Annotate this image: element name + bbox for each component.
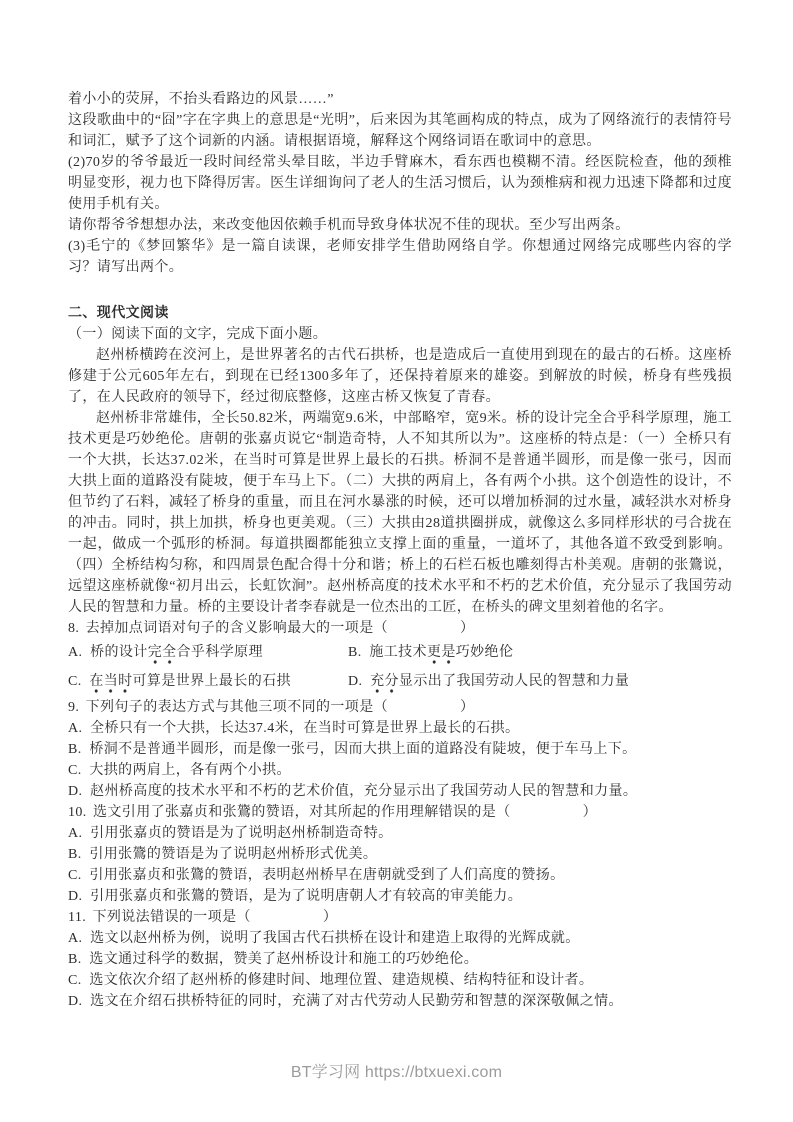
option-label: A. (68, 645, 83, 660)
intro-paragraph: 请你帮爷爷想想办法，来改变他因依赖手机而导致身体状况不佳的现状。至少写出两条。 (68, 218, 630, 233)
option-a (68, 823, 732, 844)
option-text: 桥的设计 (90, 645, 148, 660)
option-b (68, 739, 732, 760)
intro-paragraph: (2)70岁的爷爷最近一段时间经常头晕目眩，半边手臂麻木，看东西也模糊不清。经医院检查，他的颈椎明显变形，视力也下降得厉害。医生详细询问了老人的生活习惯后，认为颈椎病和视力迅速下降都和过度使用手机有关。 (68, 155, 732, 212)
question-11 (68, 907, 732, 1012)
option-label: C. (68, 973, 82, 988)
option-label: C. (68, 674, 82, 689)
passage-paragraph: 赵州桥非常雄伟，全长50.82米，两端宽9.6米，中部略窄，宽9米。桥的设计完全合乎科学原理，施工技术更是巧妙绝伦。唐朝的张嘉贞说它“制造奇特，人不知其所以为”。这座桥的特点是：（一）全桥只有一个大拱，长达37.02米，在当时可算是世界上最长的石拱。桥洞不是普通半圆形，而是像一张弓，因而大拱上面的道路没有陡坡，便于车马上下。（二）大拱的两肩上，各有两个小拱。这个创造性的设计，不但节约了石料，减轻了桥身的重量，而且在河水暴涨的时候，还可以增加桥洞的过水量，减轻洪水对桥身的冲击。同时，拱上加拱，桥身也更美观。（三）大拱由28道拱圈拼成，就像这么多同样形状的弓合拢在一起，做成一个弧形的桥洞。每道拱圈都能独立支撑上面的重量，一道坏了，其他各道不致受到影响。（四）全桥结构匀称，和四周景色配合得十分和谐；桥上的石栏石板也雕刻得古朴美观。唐朝的张鷟说，远望这座桥就像“初月出云，长虹饮涧”。赵州桥高度的技术水平和不朽的艺术价值，充分显示了我国劳动人民的智慧和力量。桥的主要设计者李春就是一位杰出的工匠，在桥头的碑文里刻着他的名字。 (68, 411, 732, 615)
option-text: 全桥只有一个大拱，长达37.4米，在当时可算是世界上最长的石拱。 (90, 721, 520, 736)
option-d (68, 886, 732, 907)
option-label: D. (68, 994, 83, 1009)
question-10 (68, 802, 732, 907)
option-label: D. (68, 889, 83, 904)
option-text: 显示出了我国劳动人民的智慧和力量 (398, 674, 630, 689)
intro-paragraph: 这段歌曲中的“囧”字在字典上的意思是“光明”，后来因为其笔画构成的特点，成为了网络流行的表情符号和词汇，赋予了这个词新的内涵。请根据语境，解释这个网络词语在歌词中的意思。 (68, 113, 732, 149)
emphasized-word: 在当时 (89, 674, 132, 693)
question-stem (68, 697, 732, 718)
intro-section (68, 89, 732, 278)
option-label: C. (68, 868, 82, 883)
passage-paragraph: 赵州桥横跨在洨河上，是世界著名的古代石拱桥，也是造成后一直使用到现在的最古的石桥。这座桥修建于公元605年左右，到现在已经1300多年了，还保持着原来的雄姿。到解放的时候，桥身有些残损了，在人民政府的领导下，经过彻底整修，这座古桥又恢复了青春。 (68, 348, 732, 405)
option-text: 桥洞不是普通半圆形，而是像一张弓，因而大拱上面的道路没有陡坡，便于车马上下。 (89, 742, 637, 757)
option-c (68, 760, 732, 781)
intro-paragraph: (3)毛宁的《梦回繁华》是一篇自读课，老师安排学生借助网络自学。你想通过网络完成哪些内容的学习？请写出两个。 (68, 239, 732, 275)
reading-passage (68, 345, 732, 618)
question-stem-text: 下列句子的表达方式与其他三项不同的一项是（ ） (85, 700, 475, 715)
emphasized-word: 更是 (427, 645, 456, 664)
option-text: 选文依次介绍了赵州桥的修建时间、地理位置、建造规模、结构特征和设计者。 (89, 973, 594, 988)
question-8 (68, 618, 732, 697)
option-d (68, 991, 732, 1012)
question-stem-text: 选文引用了张嘉贞和张鷟的赞语，对其所起的作用理解错误的是（ ） (93, 805, 597, 820)
question-number: 11. (68, 910, 87, 925)
option-a (68, 642, 348, 663)
question-9 (68, 697, 732, 802)
question-stem (68, 618, 732, 639)
question-stem (68, 802, 732, 823)
option-text: 选文在介绍石拱桥特征的同时，充满了对古代劳动人民勤劳和智慧的深深敬佩之情。 (90, 994, 623, 1009)
emphasized-word: 充分 (370, 674, 399, 693)
option-label: B. (68, 952, 82, 967)
option-text: 巧妙绝伦 (455, 645, 514, 660)
option-text: 引用张鷟的赞语是为了说明赵州桥形式优美。 (89, 847, 378, 862)
option-text: 可算是世界上最长的石拱 (132, 674, 291, 689)
intro-paragraph: 着小小的荧屏，不抬头看路边的风景……” (68, 92, 334, 107)
option-c (68, 970, 732, 991)
option-text: 合乎科学原理 (176, 645, 263, 660)
option-a (68, 928, 732, 949)
option-text: 赵州桥高度的技术水平和不朽的艺术价值，充分显示出了我国劳动人民的智慧和力量。 (90, 784, 638, 799)
option-text: 引用张嘉贞的赞语是为了说明赵州桥制造奇特。 (90, 826, 393, 841)
option-text: 引用张嘉贞和张鷟的赞语，表明赵州桥早在唐朝就受到了人们高度的赞扬。 (89, 868, 565, 883)
section-heading: 二、现代文阅读 (68, 306, 169, 321)
option-b (348, 642, 513, 663)
option-b (68, 949, 732, 970)
section-subheading: （一）阅读下面的文字，完成下面小题。 (68, 327, 328, 342)
option-text: 选文以赵州桥为例，说明了我国古代石拱桥在设计和建造上取得的光辉成就。 (90, 931, 580, 946)
option-label: B. (68, 847, 82, 862)
option-label: C. (68, 763, 82, 778)
question-number: 8. (68, 621, 80, 636)
option-label: B. (68, 742, 82, 757)
option-text: 大拱的两肩上，各有两个小拱。 (89, 763, 291, 778)
option-c (68, 865, 732, 886)
option-label: B. (348, 645, 362, 660)
site-watermark: BT学习网 https://btxuexi.com (290, 1064, 503, 1081)
option-row (68, 668, 732, 697)
option-label: A. (68, 826, 83, 841)
option-text: 选文通过科学的数据，赞美了赵州桥设计和施工的巧妙绝伦。 (89, 952, 479, 967)
option-c (68, 671, 348, 692)
option-label: A. (68, 931, 83, 946)
option-d (348, 671, 629, 692)
question-stem-text: 下列说法错误的一项是（ ） (92, 910, 338, 925)
option-text: 引用张嘉贞和张鷟的赞语，是为了说明唐朝人才有较高的审美能力。 (90, 889, 523, 904)
option-text: 施工技术 (369, 645, 427, 660)
question-number: 9. (68, 700, 80, 715)
page-content (68, 89, 732, 1012)
question-stem-text: 去掉加点词语对句子的含义影响最大的一项是（ ） (85, 621, 475, 636)
option-b (68, 844, 732, 865)
option-d (68, 781, 732, 802)
option-label: A. (68, 721, 83, 736)
emphasized-word: 完全 (148, 645, 177, 664)
option-label: D. (68, 784, 83, 799)
question-stem (68, 907, 732, 928)
question-number: 10. (68, 805, 87, 820)
option-row (68, 639, 732, 668)
option-label: D. (348, 674, 363, 689)
option-a (68, 718, 732, 739)
